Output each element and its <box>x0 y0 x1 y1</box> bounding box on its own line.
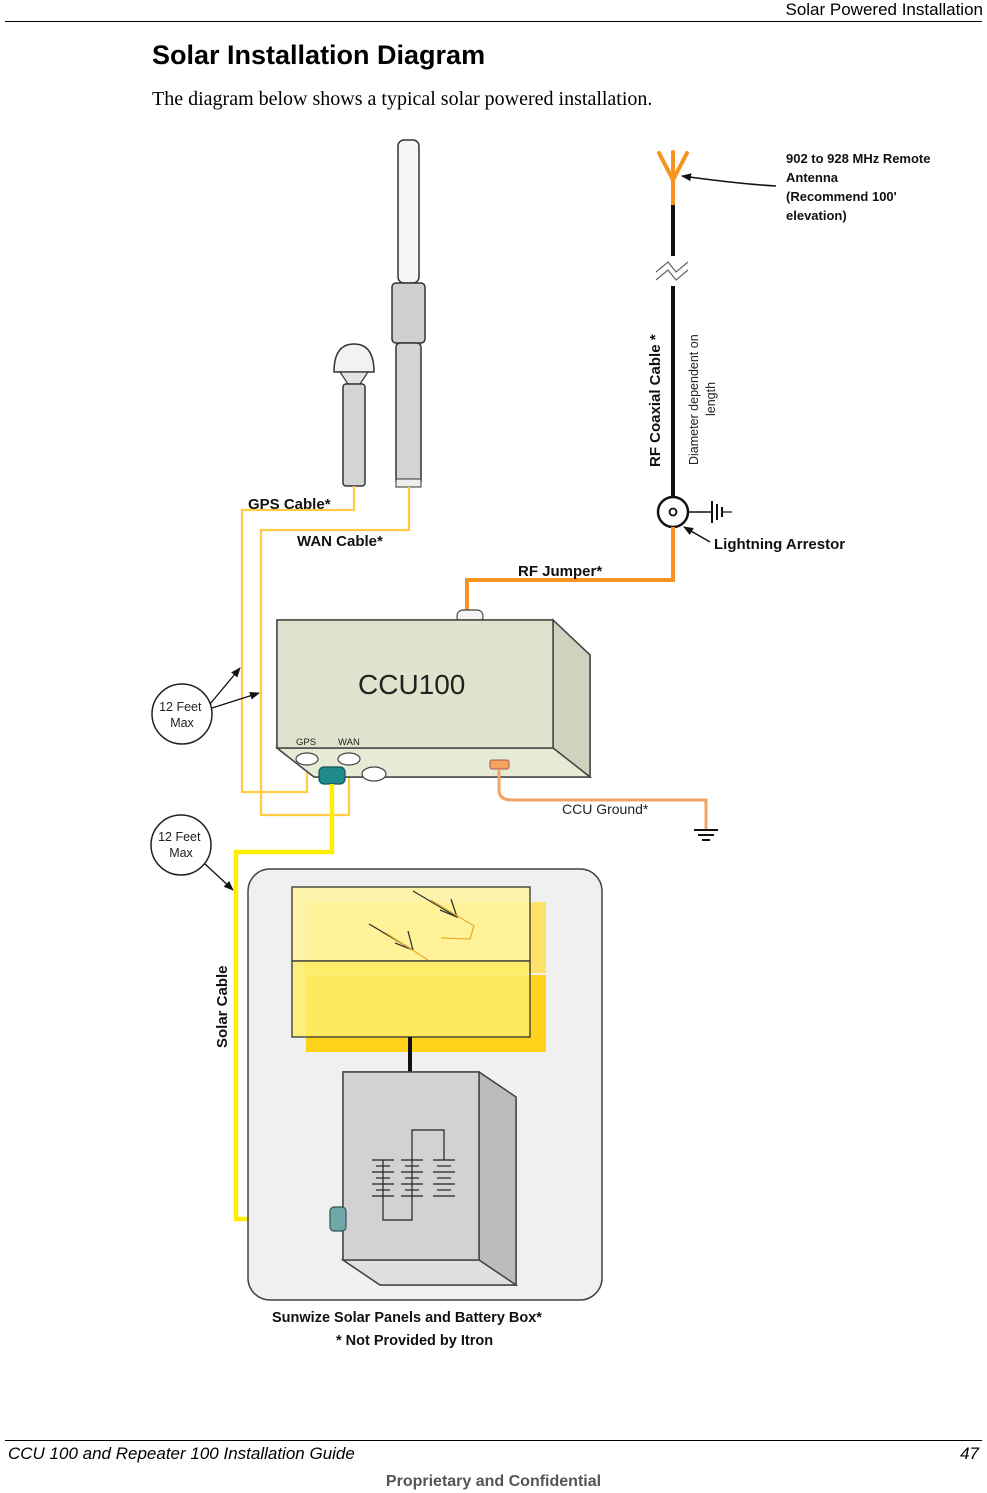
cable-break-icon <box>656 262 688 280</box>
diameter-note-line2: length <box>704 381 718 416</box>
gps-cable-label: GPS Cable* <box>248 496 331 513</box>
section-title: Solar Installation Diagram <box>152 40 486 70</box>
footer-page-number: 47 <box>960 1444 979 1463</box>
rf-jumper-label: RF Jumper* <box>518 563 603 580</box>
battery-box <box>330 1072 516 1285</box>
wan-antenna <box>392 140 425 487</box>
solar-panel <box>292 887 546 1052</box>
not-provided-note: * Not Provided by Itron <box>336 1333 494 1349</box>
max-length-1-line2: Max <box>170 716 194 730</box>
max-length-2-line1: 12 Feet <box>158 830 201 844</box>
remote-antenna <box>659 152 687 205</box>
gps-antenna <box>334 344 374 486</box>
wan-port-label: WAN <box>338 737 360 748</box>
ccu100-label: CCU100 <box>358 669 466 700</box>
footer-confidentiality: Proprietary and Confidential <box>385 1473 602 1490</box>
gps-port-label: GPS <box>296 737 317 748</box>
rf-coaxial-cable-label: RF Coaxial Cable * <box>647 334 664 467</box>
solar-cable-label: Solar Cable <box>214 965 231 1048</box>
footer-doc-title: CCU 100 and Repeater 100 Installation Guide <box>8 1444 355 1463</box>
svg-text:Diameter dependent on leng <box>687 331 718 465</box>
lightning-arrestor-label: Lightning Arrestor <box>714 536 846 553</box>
remote-antenna-label-line2: Antenna <box>786 170 838 185</box>
svg-text:902 to 928 MHz Remote Ante <box>786 151 934 223</box>
solar-port-connector <box>319 767 345 784</box>
diameter-note-line1: Diameter dependent on <box>687 334 701 465</box>
footer-rule <box>5 1440 982 1441</box>
remote-antenna-label-line1: 902 to 928 MHz Remote <box>786 151 931 166</box>
battery-connector <box>330 1207 346 1231</box>
solar-box-label: Sunwize Solar Panels and Battery Box* <box>272 1310 542 1326</box>
arrestor-pointer-arrow <box>684 527 710 542</box>
remote-antenna-label-line3: (Recommend 100' <box>786 189 897 204</box>
max-length-2-line2: Max <box>169 846 193 860</box>
ccu-ground-label: CCU Ground* <box>562 801 649 817</box>
antenna-pointer-arrow <box>682 176 776 186</box>
running-header-title: Solar Powered Installation <box>785 0 983 19</box>
remote-antenna-label-line4: elevation) <box>786 208 847 223</box>
intro-paragraph: The diagram below shows a typical solar powered installation. <box>152 88 653 110</box>
wan-cable-label: WAN Cable* <box>297 533 383 550</box>
max-length-1-line1: 12 Feet <box>159 700 202 714</box>
lightning-arrestor-icon <box>658 497 732 527</box>
